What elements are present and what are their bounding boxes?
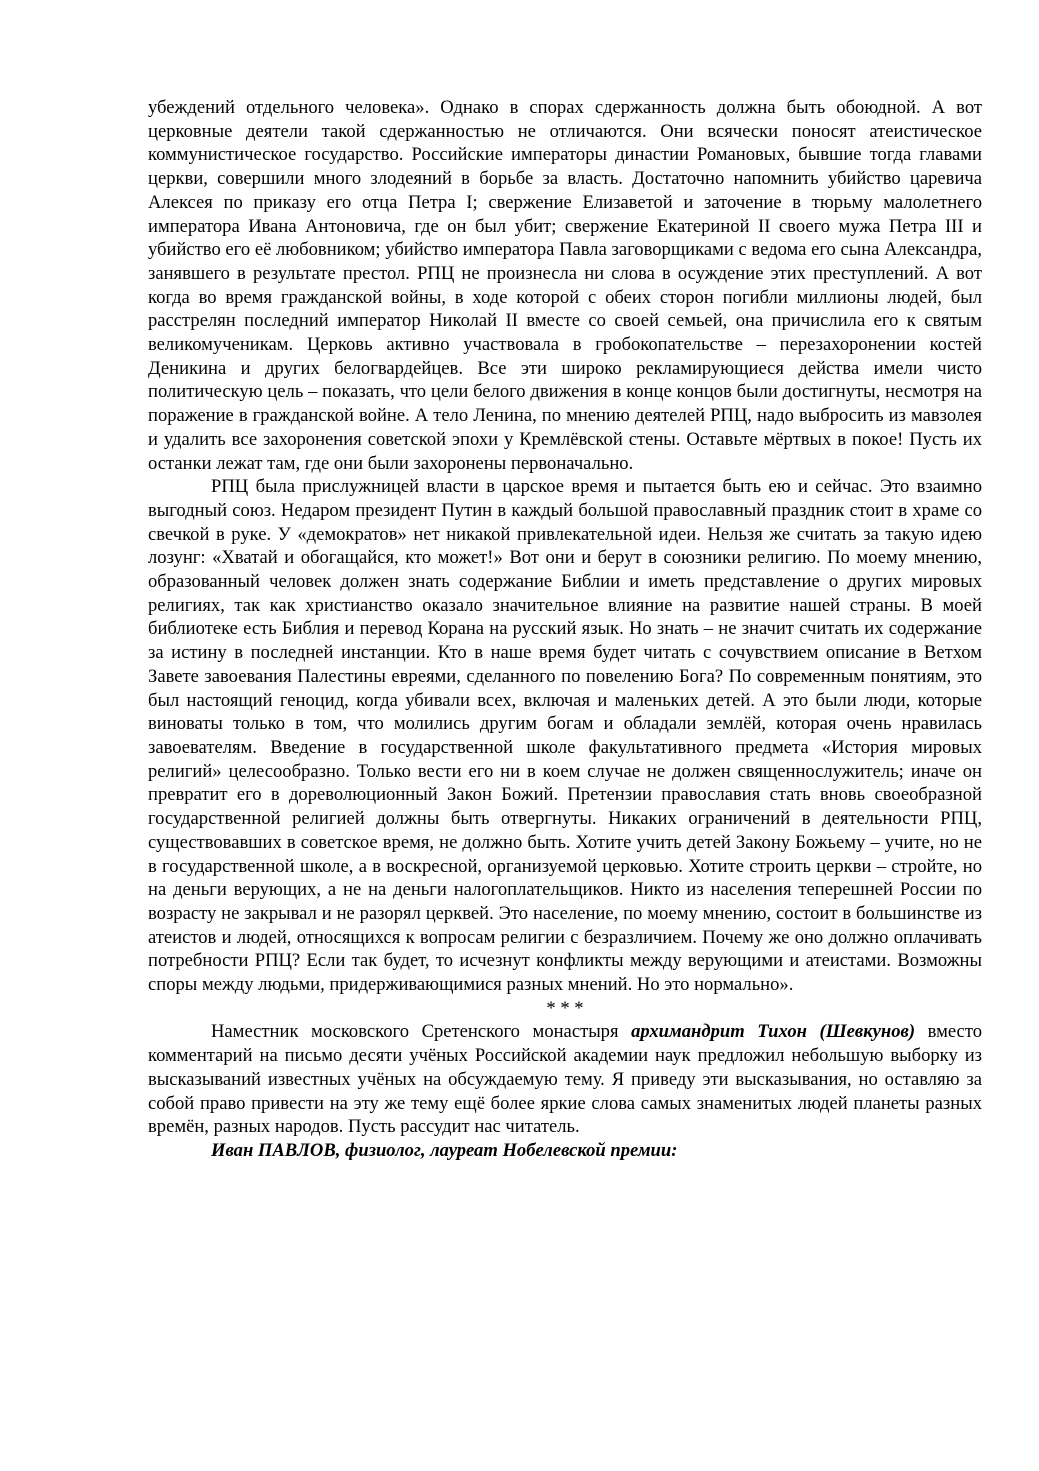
- quote-author-heading: Иван ПАВЛОВ, физиолог, лауреат Нобелевской премии:: [211, 1139, 678, 1161]
- paragraph-romanov-crimes: убеждений отдельного человека». Однако в спорах сдержанность должна быть обоюдной. А вот церковные деятели такой сдержанностью не отличаются. Они всячески поносят атеистическое коммунистическое государство. Российские императоры династии Романовых, бывшие тогда главами церкви, совершили много злодеяний в борьбе за власть. Достаточно напомнить убийство царевича Алексея по приказу его отца Петра I; свержение Елизаветой и заточение в тюрьму малолетнего императора Ивана Антоновича, где он был убит; свержение Екатериной II своего мужа Петра III и убийство его её любовником; убийство императора Павла заговорщиками с ведома его сына Александра, занявшего в результате престол. РПЦ не произнесла ни слова в осуждение этих преступлений. А вот когда во время гражданской войны, в ходе которой с обеих сторон погибли миллионы людей, был расстрелян последний император Николай II вместе со своей семьей, она причислила его к святым великомученикам. Церковь активно участвовала в гробокопательстве – перезахоронении костей Деникина и других белогвардейцев. Все эти широко рекламирующиеся действа имели чисто политическую цель – показать, что цели белого движения в конце концов были достигнуты, несмотря на поражение в гражданской войне. А тело Ленина, по мнению деятелей РПЦ, надо выбросить из мавзолея и удалить все захоронения советской эпохи у Кремлёвской стены. Оставьте мёртвых в покое! Пусть их останки лежат там, где они были захоронены первоначально.: [148, 97, 982, 474]
- section-separator: * * *: [546, 997, 584, 1019]
- paragraph-text-end: вместо комментарий на письмо десяти учёных Российской академии наук предложил небольшую выборку из высказываний известных учёных на обсуждаемую тему. Я приведу эти высказывания, но оставляю за собой право привести на эту же тему ещё более яркие слова самых знаменитых людей планеты разных времён, разных народов. Пусть рассудит нас читатель.: [148, 1021, 982, 1138]
- paragraph-archimandrite-tikhon: [148, 1020, 982, 1139]
- document-page: [148, 96, 982, 1163]
- paragraph-church-and-state: РПЦ была прислужницей власти в царское время и пытается быть ею и сейчас. Это взаимно выгодный союз. Недаром президент Путин в каждый большой православный праздник стоит в храме со свечкой в руке. У «демократов» нет никакой привлекательной идеи. Нельзя же считать за такую идею лозунг: «Хватай и обогащайся, кто может!» Вот они и берут в союзники религию. По моему мнению, образованный человек должен знать содержание Библии и иметь представление о других мировых религиях, так как христианство оказало значительное влияние на развитие нашей страны. В моей библиотеке есть Библия и перевод Корана на русский язык. Но знать – не значит считать их содержание за истину в последней инстанции. Кто в наше время будет читать с сочувствием описание в Ветхом Завете завоевания Палестины евреями, сделанного по повелению Бога? По современным понятиям, это был настоящий геноцид, когда убивали всех, включая и маленьких детей. А это были люди, которые виноваты только в том, что молились другим богам и обладали землёй, которая очень нравилась завоевателям. Введение в государственной школе факультативного предмета «История мировых религий» целесообразно. Только вести его ни в коем случае не должен священнослужитель; иначе он превратит его в дореволюционный Закон Божий. Претензии православия стать вновь своеобразной государственной религией должны быть отвергнуты. Никаких ограничений в деятельности РПЦ, существовавших в советское время, не должно быть. Хотите учить детей Закону Божьему – учите, но не в государственной школе, а в воскресной, организуемой церковью. Хотите строить церкви – стройте, но на деньги верующих, а не на деньги налогоплательщиков. Никто из населения теперешней России по возрасту не закрывал и не разорял церквей. Это население, по моему мнению, состоит в большинстве из атеистов и людей, относящихся к вопросам религии с безразличием. Почему же оно должно оплачивать потребности РПЦ? Если так будет, то исчезнут конфликты между верующими и атеистами. Возможны споры между людьми, придерживающимися разных мнений. Но это нормально».: [148, 476, 982, 996]
- paragraph-text-start: Наместник московского Сретенского монастыря: [211, 1021, 632, 1043]
- emphasized-name: архимандрит Тихон (Шевкунов): [631, 1021, 916, 1043]
